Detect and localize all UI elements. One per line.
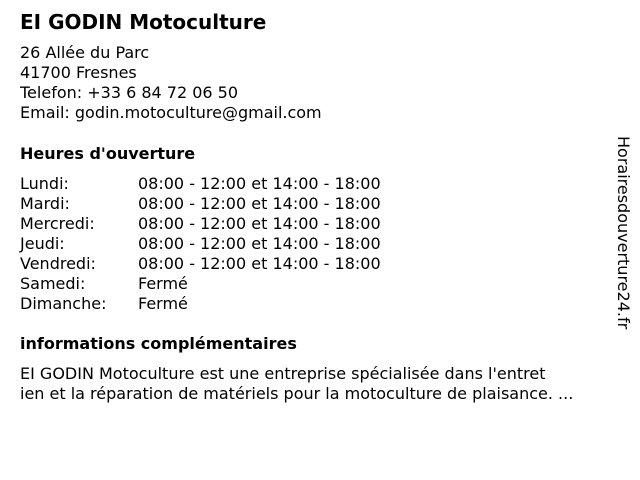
hours-row-tuesday [20,194,381,214]
time-value: 08:00 - 12:00 et 14:00 - 18:00 [138,174,381,193]
hours-row-friday [20,254,381,274]
time-value: Fermé [138,294,188,313]
additional-info-text [20,364,620,404]
info-line: ien et la réparation de matériels pour la motoculture de plaisance. ... [20,384,574,403]
phone-number[interactable]: Telefon: +33 6 84 72 06 50 [20,83,239,102]
day-label: Samedi: [20,274,86,293]
time-value: Fermé [138,274,188,293]
address-street: 26 Allée du Parc [20,43,150,62]
time-value: 08:00 - 12:00 et 14:00 - 18:00 [138,214,381,233]
time-value: 08:00 - 12:00 et 14:00 - 18:00 [138,194,381,213]
day-label: Mardi: [20,194,70,213]
address-city: 41700 Fresnes [20,63,137,82]
watermark-text: Horairesdouverture24.fr [614,136,633,330]
email-address[interactable]: Email: godin.motoculture@gmail.com [20,103,322,122]
additional-info-heading: informations complémentaires [20,334,297,353]
day-label: Mercredi: [20,214,95,233]
day-label: Jeudi: [20,234,65,253]
day-label: Lundi: [20,174,69,193]
time-value: 08:00 - 12:00 et 14:00 - 18:00 [138,254,381,273]
site-watermark [612,136,634,348]
opening-hours-heading: Heures d'ouverture [20,144,196,163]
hours-row-monday [20,174,381,194]
time-value: 08:00 - 12:00 et 14:00 - 18:00 [138,234,381,253]
day-label: Dimanche: [20,294,107,313]
opening-hours-table [20,174,381,314]
day-label: Vendredi: [20,254,96,273]
hours-row-saturday [20,274,381,294]
business-name: EI GODIN Motoculture [20,10,267,34]
info-line: EI GODIN Motoculture est une entreprise spécialisée dans l'entret [20,364,546,383]
hours-row-thursday [20,234,381,254]
hours-row-sunday [20,294,381,314]
hours-row-wednesday [20,214,381,234]
contact-block [20,43,322,123]
